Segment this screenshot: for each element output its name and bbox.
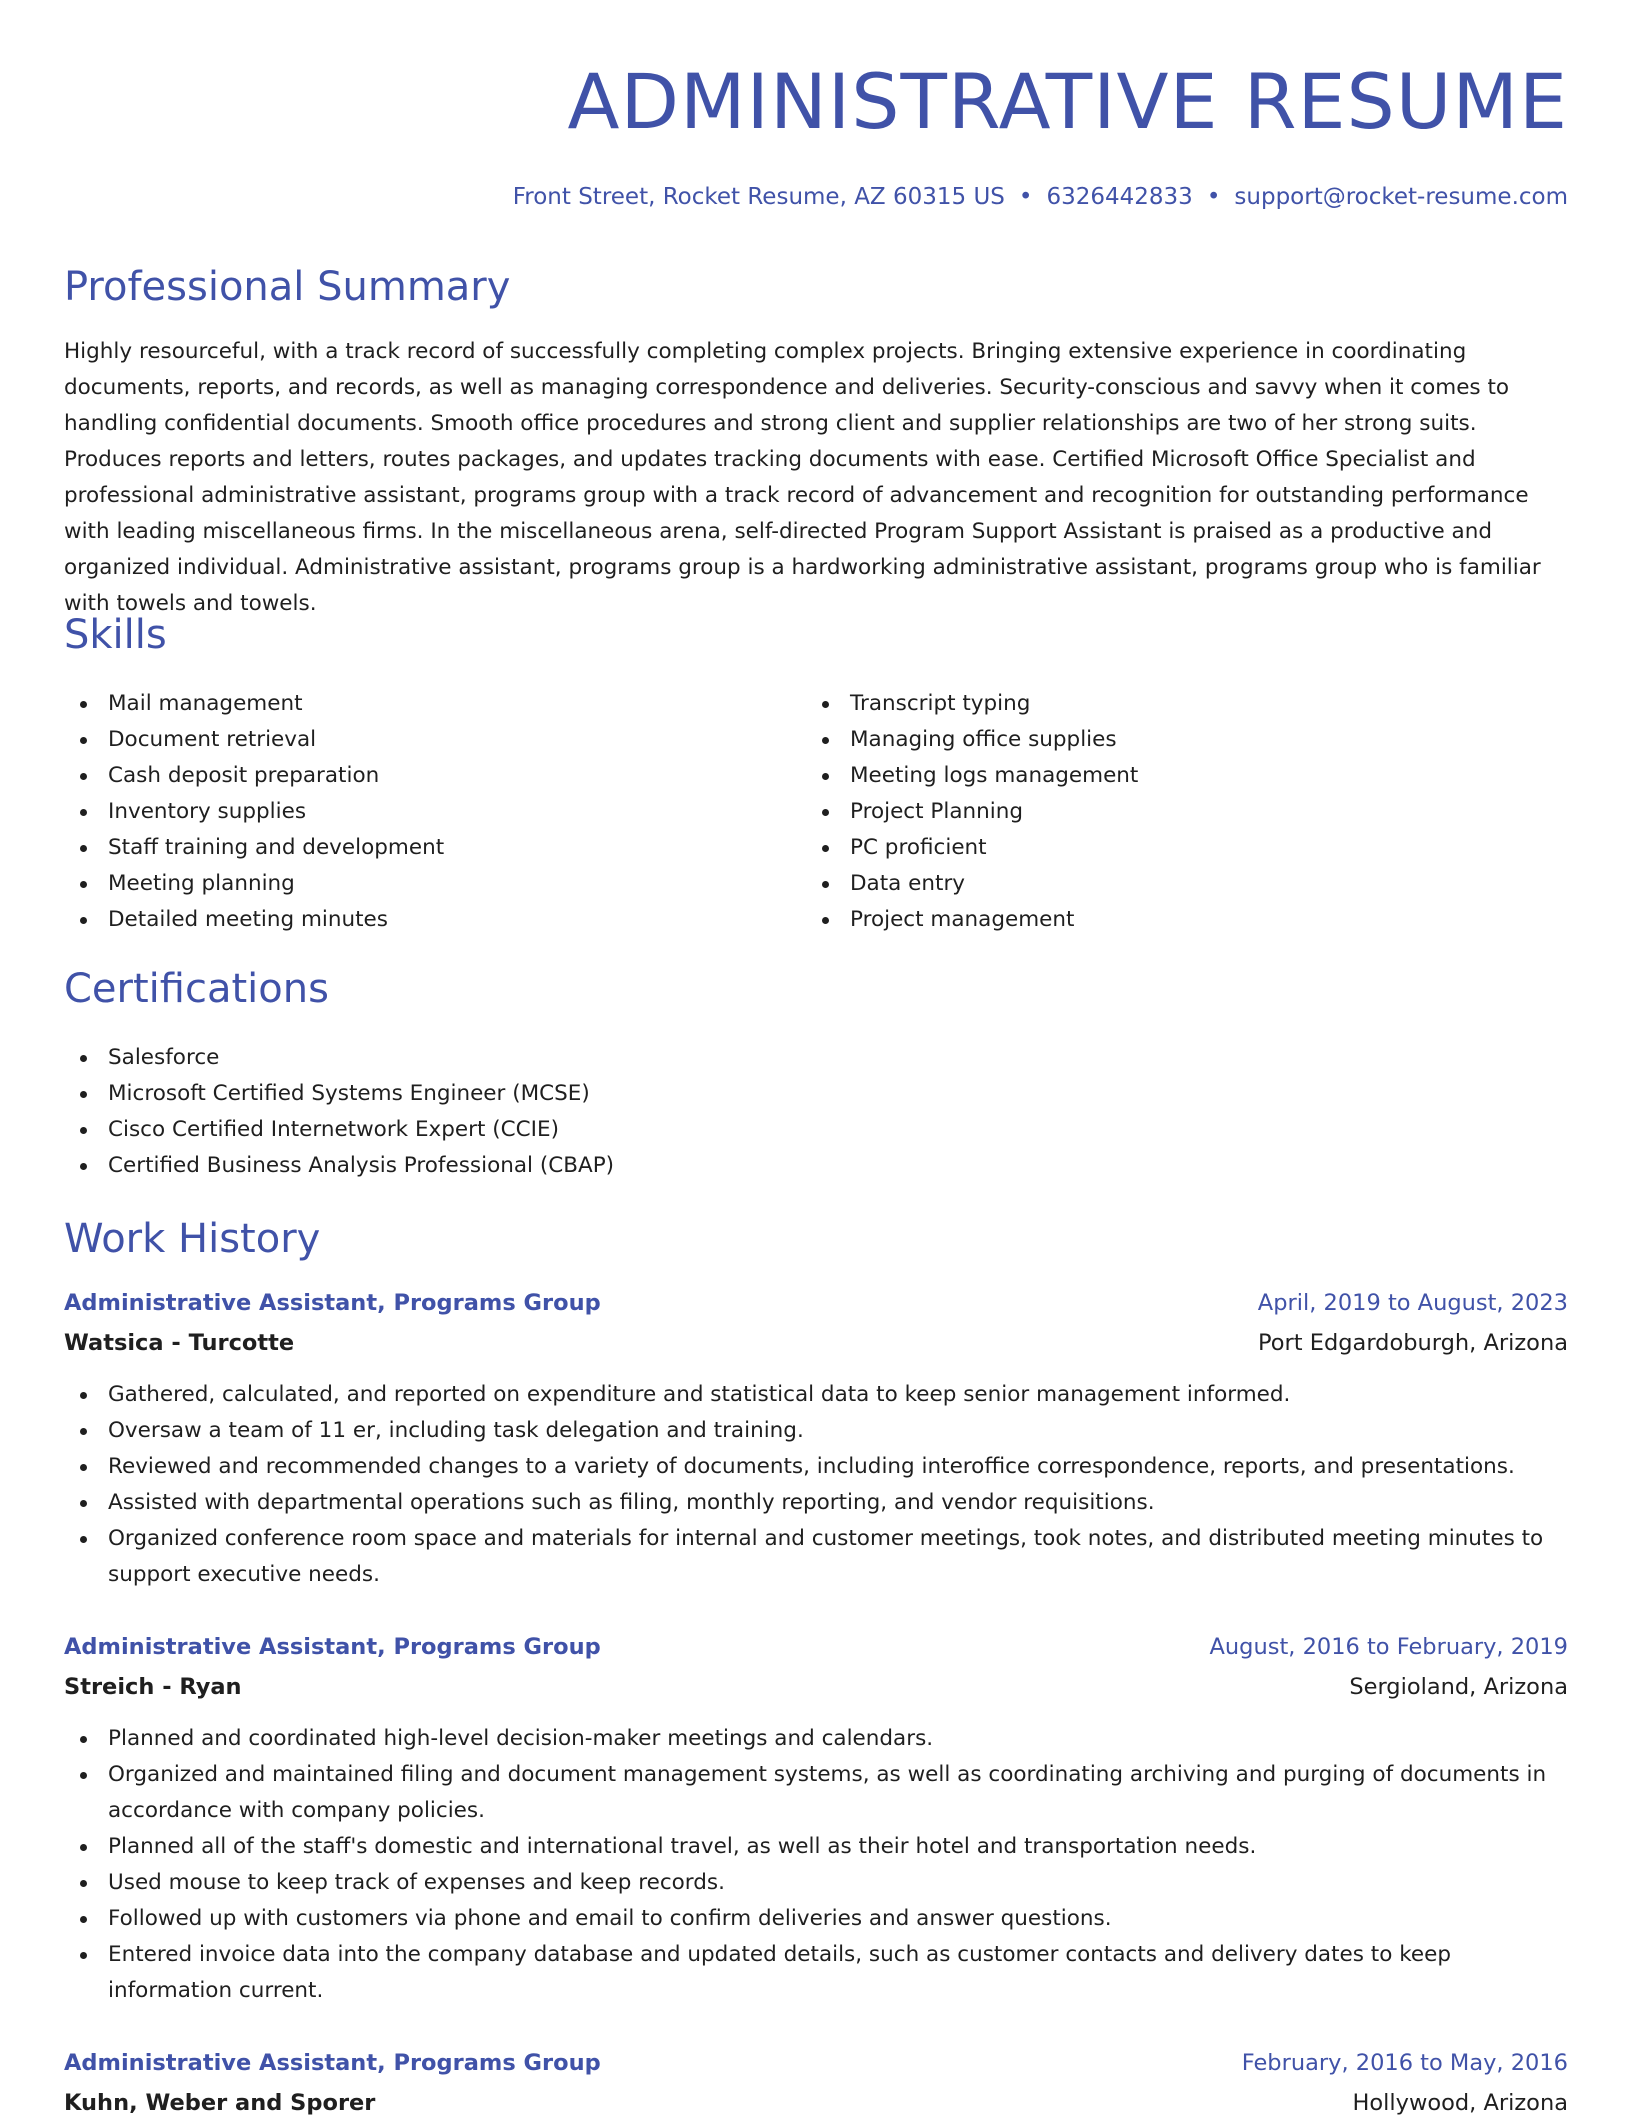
job-title: Administrative Assistant, Programs Group <box>64 1290 601 1316</box>
skill-item: Data entry <box>806 866 1506 902</box>
job-location: Hollywood, Arizona <box>1352 2090 1568 2116</box>
job-bullet: Entered invoice data into the company database and updated details, such as customer contacts and delivery dates to keep information current. <box>64 1937 1568 2009</box>
certification-item: Certified Business Analysis Professional (CBAP) <box>64 1148 1064 1184</box>
skill-item: Inventory supplies <box>64 794 764 830</box>
job-subheader <box>64 2085 1568 2121</box>
summary-text: Highly resourceful, with a track record of successfully completing complex projects. Bringing extensive experience in coordinating documents, reports, and records, as well as managing correspondence and deliveries. Security-conscious and savvy when it comes to handling confidential documents. Smooth office procedures and strong client and supplier relationships are two of her strong suits. Produces reports and letters, routes packages, and updates tracking documents with ease. Certified Microsoft Office Specialist and professional administrative assistant, programs group with a track record of advancement and recognition for outstanding performance with leading miscellaneous firms. In the miscellaneous arena, self-directed Program Support Assistant is praised as a productive and organized individual. Administrative assistant, programs group is a hardworking administrative assistant, programs group who is familiar with towels and towels. <box>64 339 1541 616</box>
job-dates: April, 2019 to August, 2023 <box>1257 1290 1568 1316</box>
skill-item: Meeting planning <box>64 866 764 902</box>
job-dates: August, 2016 to February, 2019 <box>1209 1634 1568 1660</box>
summary-heading: Professional Summary <box>64 264 511 310</box>
contact-separator: • <box>1018 184 1033 210</box>
job-bullet: Used mouse to keep track of expenses and keep records. <box>64 1865 1568 1901</box>
job-title: Administrative Assistant, Programs Group <box>64 1634 601 1660</box>
job-header <box>64 2045 1568 2081</box>
contact-phone[interactable]: 6326442833 <box>1046 184 1193 210</box>
job-bullets <box>64 1377 1568 1593</box>
certifications-heading: Certifications <box>64 966 329 1012</box>
skills-heading: Skills <box>64 612 167 658</box>
job-bullet: Reviewed and recommended changes to a variety of documents, including interoffice correspondence, reports, and presentations. <box>64 1449 1568 1485</box>
skill-item: Managing office supplies <box>806 722 1506 758</box>
job-bullet: Organized conference room space and materials for internal and customer meetings, took notes, and distributed meeting minutes to support executive needs. <box>64 1521 1568 1593</box>
certifications-list <box>64 1040 1064 1184</box>
contact-line <box>513 182 1568 212</box>
skill-item: Mail management <box>64 686 764 722</box>
certification-item: Microsoft Certified Systems Engineer (MCSE) <box>64 1076 1064 1112</box>
skills-list-left <box>64 686 764 938</box>
skill-item: PC proficient <box>806 830 1506 866</box>
job-bullet: Planned all of the staff's domestic and international travel, as well as their hotel and transportation needs. <box>64 1829 1568 1865</box>
job-bullet: Gathered, calculated, and reported on expenditure and statistical data to keep senior management informed. <box>64 1377 1568 1413</box>
job-location: Sergioland, Arizona <box>1349 1674 1568 1700</box>
resume-title: ADMINISTRATIVE RESUME <box>567 57 1568 146</box>
job-location: Port Edgardoburgh, Arizona <box>1258 1330 1568 1356</box>
skill-item: Cash deposit preparation <box>64 758 764 794</box>
certification-item: Cisco Certified Internetwork Expert (CCIE) <box>64 1112 1064 1148</box>
job-bullet: Oversaw a team of 11 er, including task delegation and training. <box>64 1413 1568 1449</box>
job-bullet: Organized and maintained filing and document management systems, as well as coordinating archiving and purging of documents in accordance with company policies. <box>64 1757 1568 1829</box>
job-bullet: Assisted with departmental operations such as filing, monthly reporting, and vendor requisitions. <box>64 1485 1568 1521</box>
job-subheader <box>64 1669 1568 1705</box>
work-history-heading: Work History <box>64 1216 321 1262</box>
job-title: Administrative Assistant, Programs Group <box>64 2050 601 2076</box>
skill-item: Document retrieval <box>64 722 764 758</box>
contact-address: Front Street, Rocket Resume, AZ 60315 US <box>512 184 1005 210</box>
skill-item: Project management <box>806 902 1506 938</box>
skill-item: Project Planning <box>806 794 1506 830</box>
job-header <box>64 1285 1568 1321</box>
skill-item: Detailed meeting minutes <box>64 902 764 938</box>
job-company: Kuhn, Weber and Sporer <box>64 2090 376 2116</box>
skill-item: Meeting logs management <box>806 758 1506 794</box>
job-bullet: Followed up with customers via phone and email to confirm deliveries and answer questions. <box>64 1901 1568 1937</box>
job-bullet: Planned and coordinated high-level decision-maker meetings and calendars. <box>64 1721 1568 1757</box>
skills-list-right <box>806 686 1506 938</box>
job-header <box>64 1629 1568 1665</box>
job-bullets <box>64 1721 1568 2009</box>
job-company: Streich - Ryan <box>64 1674 242 1700</box>
contact-email[interactable]: support@rocket-resume.com <box>1234 184 1568 210</box>
certification-item: Salesforce <box>64 1040 1064 1076</box>
skill-item: Transcript typing <box>806 686 1506 722</box>
contact-separator: • <box>1206 184 1221 210</box>
skill-item: Staff training and development <box>64 830 764 866</box>
job-dates: February, 2016 to May, 2016 <box>1241 2050 1568 2076</box>
job-company: Watsica - Turcotte <box>64 1330 295 1356</box>
job-subheader <box>64 1325 1568 1361</box>
